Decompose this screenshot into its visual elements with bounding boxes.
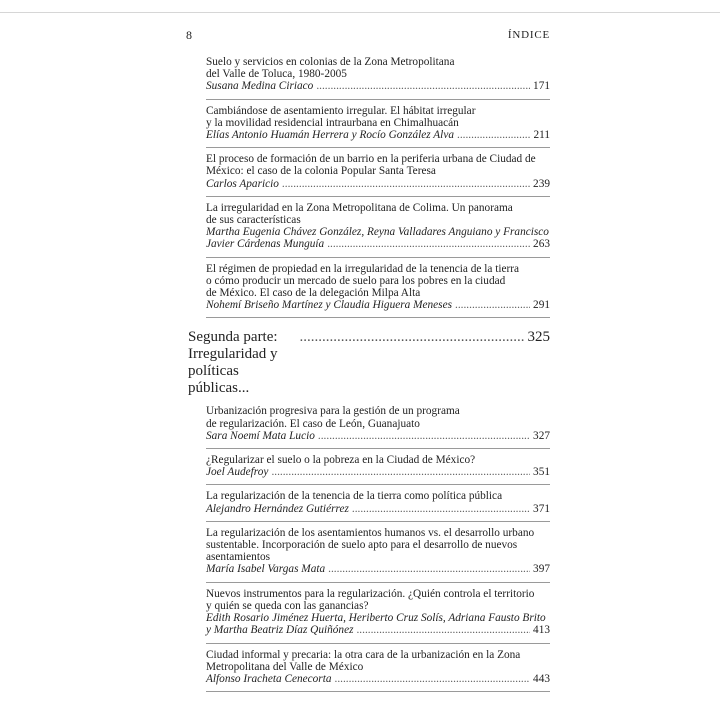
entry-title-line: Urbanización progresiva para la gestión de un programa — [206, 405, 460, 418]
part-two-heading-text: Segunda parte: Irregularidad y políticas públicas... — [188, 329, 278, 397]
entry-title-line: Nuevos instrumentos para la regularización. ¿Quién controla el territorio — [206, 587, 535, 600]
entry-author-page-line — [206, 80, 550, 92]
part-two-page: 325 — [527, 329, 550, 346]
dot-leader — [356, 624, 530, 636]
part-one-entries — [206, 56, 550, 318]
entry-author: y Martha Beatriz Díaz Quiñónez — [206, 624, 354, 637]
toc-entry — [206, 202, 550, 258]
entry-author: Nohemí Briseño Martínez y Claudia Higuera Meneses — [206, 299, 452, 312]
entry-title-line: Cambiándose de asentamiento irregular. El hábitat irregular — [206, 104, 476, 117]
entry-author-page-line — [206, 673, 550, 685]
dot-leader — [300, 329, 524, 346]
entry-title-line: México: el caso de la colonia Popular Santa Teresa — [206, 165, 436, 178]
entry-title-line: La regularización de los asentamientos humanos vs. el desarrollo urbano — [206, 526, 535, 539]
entry-page-number: 371 — [533, 502, 550, 515]
entry-title-line: El proceso de formación de un barrio en la periferia urbana de Ciudad de — [206, 153, 536, 166]
toc-entry — [206, 454, 550, 485]
entry-page-number: 291 — [533, 299, 550, 312]
entry-author-page-line — [206, 563, 550, 575]
entry-author: Elías Antonio Huamán Herrera y Rocío González Alva — [206, 129, 454, 142]
table-of-contents — [188, 56, 550, 697]
entry-page-number: 239 — [533, 177, 550, 190]
toc-entry — [206, 263, 550, 319]
entry-author: Carlos Aparicio — [206, 177, 279, 190]
entry-author-page-line — [206, 178, 550, 190]
entry-page-number: 327 — [533, 429, 550, 442]
entry-title-line: Metropolitana del Valle de México — [206, 660, 364, 673]
dot-leader — [327, 238, 530, 250]
entry-author-page-line — [206, 430, 550, 442]
entry-title-line: asentamientos — [206, 551, 270, 564]
entry-author: María Isabel Vargas Mata — [206, 563, 326, 576]
toc-entry — [206, 588, 550, 644]
top-rule — [0, 12, 720, 13]
entry-author-page-line — [206, 129, 550, 141]
part-two-heading — [188, 329, 550, 397]
entry-title-line: de regularización. El caso de León, Guanajuato — [206, 417, 420, 430]
dot-leader — [455, 299, 530, 311]
entry-author: Joel Audefroy — [206, 466, 269, 479]
dot-leader — [271, 466, 530, 478]
entry-title-line: del Valle de Toluca, 1980-2005 — [206, 68, 347, 81]
toc-entry — [206, 490, 550, 521]
dot-leader — [282, 178, 530, 190]
toc-entry — [206, 527, 550, 583]
entry-page-number: 351 — [533, 466, 550, 479]
toc-entry — [206, 153, 550, 197]
entry-title-line: Suelo y servicios en colonias de la Zona Metropolitana — [206, 56, 455, 68]
entry-page-number: 263 — [533, 238, 550, 251]
entry-title-line: de sus características — [206, 214, 301, 227]
entry-author-line: Edith Rosario Jiménez Huerta, Heriberto Cruz Solís, Adriana Fausto Brito — [206, 612, 546, 625]
entry-author-page-line — [206, 503, 550, 515]
dot-leader — [352, 503, 530, 515]
entry-title-line: o cómo producir un mercado de suelo para los pobres en la ciudad — [206, 274, 506, 287]
toc-entry — [206, 649, 550, 693]
entry-title-line: de México. El caso de la delegación Milpa Alta — [206, 287, 421, 300]
part-two-entries — [206, 405, 550, 692]
entry-author: Susana Medina Ciriaco — [206, 80, 314, 93]
entry-title-line: ¿Regularizar el suelo o la pobreza en la Ciudad de México? — [206, 454, 476, 467]
running-head: ÍNDICE — [507, 29, 550, 41]
entry-title-line: y quién se queda con las ganancias? — [206, 599, 369, 612]
entry-title-line: y la movilidad residencial intraurbana en Chimalhuacán — [206, 116, 459, 129]
entry-page-number: 211 — [533, 129, 550, 142]
entry-author-page-line — [206, 466, 550, 478]
entry-title-line: sustentable. Incorporación de suelo apto para el desarrollo de nuevos — [206, 539, 518, 552]
dot-leader — [328, 563, 530, 575]
entry-author-line: Martha Eugenia Chávez González, Reyna Valladares Anguiano y Francisco — [206, 226, 549, 239]
page-number: 8 — [186, 28, 192, 42]
entry-page-number: 413 — [533, 624, 550, 637]
toc-entry — [206, 105, 550, 149]
dot-leader — [457, 129, 530, 141]
entry-title-line: La regularización de la tenencia de la tierra como política pública — [206, 490, 503, 503]
entry-author-page-line — [206, 299, 550, 311]
entry-page-number: 397 — [533, 563, 550, 576]
entry-title-line: La irregularidad en la Zona Metropolitana de Colima. Un panorama — [206, 201, 513, 214]
toc-entry — [206, 405, 550, 449]
entry-page-number: 171 — [533, 80, 550, 93]
entry-author: Alejandro Hernández Gutiérrez — [206, 502, 349, 515]
entry-author-page-line — [206, 624, 550, 636]
dot-leader — [318, 430, 530, 442]
entry-author: Sara Noemí Mata Lucio — [206, 429, 315, 442]
dot-leader — [335, 673, 531, 685]
dot-leader — [316, 80, 530, 92]
entry-title-line: Ciudad informal y precaria: la otra cara de la urbanización en la Zona — [206, 648, 521, 661]
entry-author: Javier Cárdenas Munguía — [206, 238, 325, 251]
entry-author-page-line — [206, 238, 550, 250]
entry-author: Alfonso Iracheta Cenecorta — [206, 672, 332, 685]
entry-title-line: El régimen de propiedad en la irregularidad de la tenencia de la tierra — [206, 262, 520, 275]
entry-page-number: 443 — [533, 672, 550, 685]
toc-entry — [206, 56, 550, 100]
